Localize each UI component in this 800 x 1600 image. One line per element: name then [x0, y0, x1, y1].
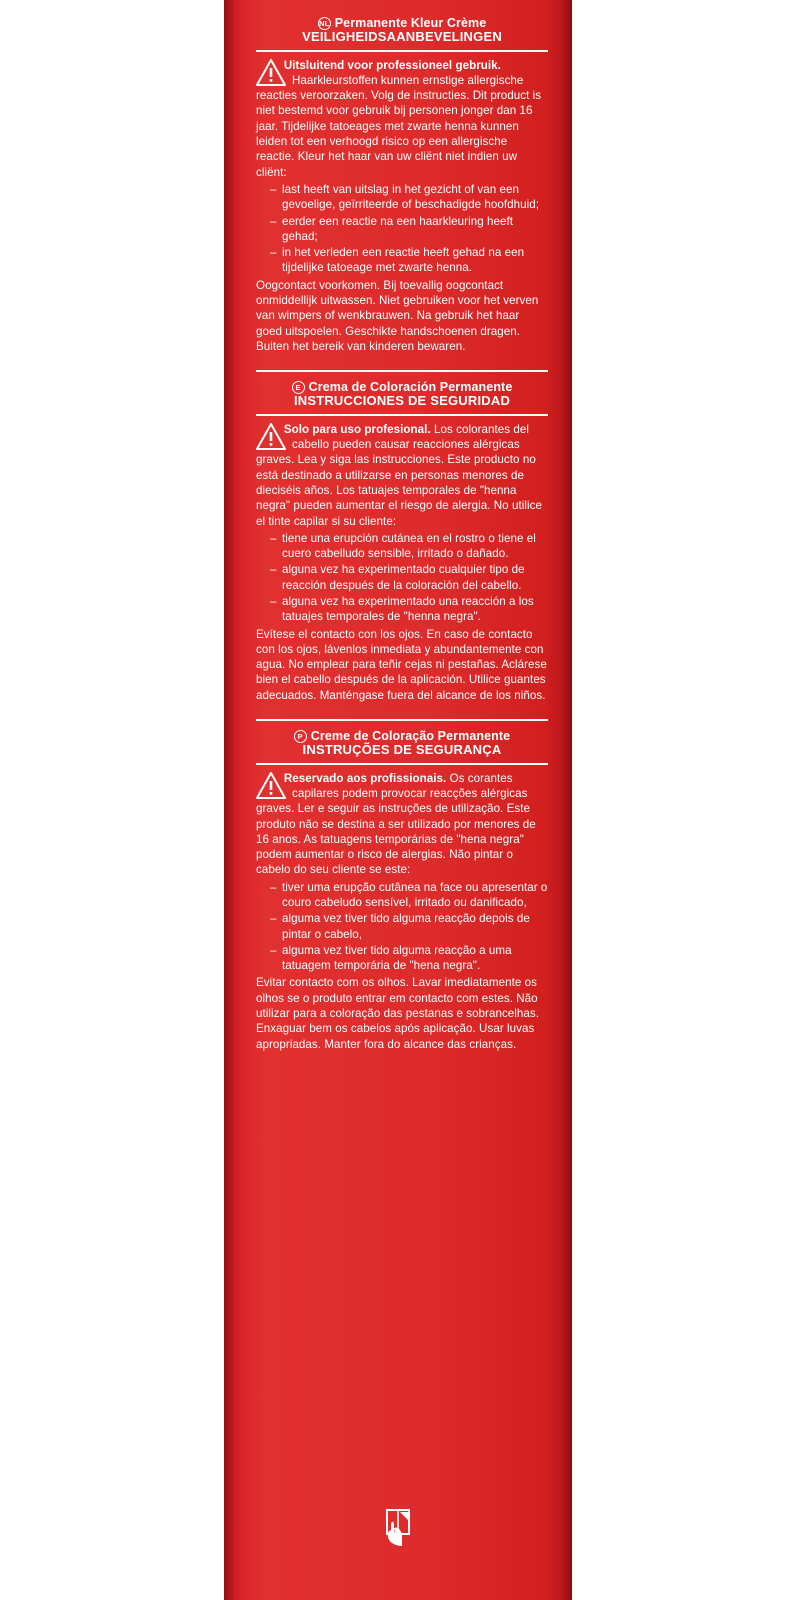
warning-bullet-list [256, 182, 548, 276]
section-subtitle: VEILIGHEIDSAANBEVELINGEN [302, 29, 502, 44]
list-item: – last heeft van uitslag in het gezicht of van een gevoelige, geïrriteerde of beschadigde hoofdhuid; [270, 182, 548, 213]
warning-paragraph [256, 58, 548, 180]
lead-bold-text: Uitsluitend voor professioneel gebruik. [283, 58, 501, 72]
list-item: – in het verleden een reactie heeft gehad na een tijdelijke tatoeage met zwarte henna. [270, 245, 548, 276]
section-title-line1 [256, 729, 548, 743]
carton-side-panel [224, 0, 572, 1600]
section-title-line1 [256, 380, 548, 394]
section-title-text: Creme de Coloração Permanente [310, 729, 511, 744]
section-heading-es [256, 380, 548, 409]
section-body-pt [256, 771, 548, 1052]
list-item: – alguma vez tiver tido alguma reacção a uma tatuagem temporária de "hena negra". [270, 943, 548, 974]
list-item: – alguma vez tiver tido alguma reacção depois de pintar o cabelo, [270, 911, 548, 942]
list-item: – alguna vez ha experimentado una reacción a los tatuajes temporales de "henna negra". [270, 594, 548, 625]
language-badge-es: E [292, 381, 305, 394]
warning-bullet-list [256, 880, 548, 974]
section-body-nl [256, 58, 548, 355]
section-divider [256, 50, 548, 52]
safety-section-pt [256, 719, 548, 1062]
section-heading-pt [256, 729, 548, 758]
language-badge-pt: P [294, 730, 307, 743]
safety-section-nl [256, 10, 548, 364]
closing-paragraph: Evítese el contacto con los ojos. En caso de contacto con los ojos, lávenlos inmediata y abundantemente con agua. No emplear para teñir cejas ni pestañas. Aclárese bien el cabello después de la aplicación. Utilice guantes adecuados. Manténgase fuera del alcance de los niños. [256, 627, 547, 702]
hand-reading-leaflet-icon [381, 1508, 415, 1548]
closing-paragraph: Evitar contacto com os olhos. Lavar imediatamente os olhos se o produto entrar em contacto com estes. Não utilizar para a coloração das pestanas e sobrancelhas. Enxaguar bem os cabelos após aplicação. Usar luvas apropriadas. Manter fora do alcance das crianças. [256, 976, 540, 1051]
safety-section-es [256, 370, 548, 713]
section-subtitle: INSTRUCCIONES DE SEGURIDAD [293, 393, 511, 409]
section-heading-nl [256, 16, 548, 45]
section-title-line1 [256, 16, 548, 30]
section-title-text: Permanente Kleur Crème [334, 16, 487, 30]
warning-triangle-icon [256, 59, 286, 86]
section-body-es [256, 422, 548, 703]
warning-triangle-icon [256, 423, 286, 450]
footer-pictogram [224, 1508, 572, 1548]
lead-rest-text: Haarkleurstoffen kunnen ernstige allergische reacties veroorzaken. Volg de instructies. Dit product is niet bestemd voor gebruik bij personen jonger dan 16 jaar. Tijdelijke tatoeages met zwarte henna kunnen leiden tot een verhoogd risico op een allergische reactie. Kleur het haar van uw cliënt niet indien uw cliënt: [256, 73, 542, 179]
lead-rest-text: Os corantes capilares podem provocar reacções alérgicas graves. Ler e seguir as instruções de utilização. Este produto não se destina a ser utilizado por menores de 16 anos. As tatuagens temporárias de "hena negra" podem aumentar o risco de alergias. Não pintar o cabelo do seu cliente se este: [256, 771, 536, 877]
lead-rest-text: Los colorantes del cabello pueden causar reacciones alérgicas graves. Lea y siga las instrucciones. Este producto no está destinado a utilizarse en personas menores de dieciséis años. Los tatuajes temporales de "henna negra" pueden aumentar el riesgo de alergia. No utilice el tinte capilar si su cliente: [256, 422, 542, 528]
section-subtitle: INSTRUÇÕES DE SEGURANÇA [302, 742, 502, 758]
list-item: – tiene una erupción cutánea en el rostro o tiene el cuero cabelludo sensible, irritado o dañado. [270, 531, 548, 562]
panel-content [224, 0, 572, 1600]
warning-triangle-icon [256, 772, 286, 799]
list-item: – eerder een reactie na een haarkleuring heeft gehad; [270, 214, 548, 245]
section-divider [256, 763, 548, 765]
section-divider [256, 414, 548, 416]
lead-bold-text: Solo para uso profesional. [283, 422, 431, 436]
section-title-text: Crema de Coloración Permanente [308, 380, 513, 395]
lead-bold-text: Reservado aos profissionais. [283, 771, 447, 785]
language-badge-nl: NL [319, 18, 330, 28]
closing-paragraph: Oogcontact voorkomen. Bij toevallig oogcontact onmiddellijk uitwassen. Niet gebruiken voor het verven van wimpers of wenkbrauwen. Na gebruik het haar goed uitspoelen. Geschikte handschoenen dragen. Buiten het bereik van kinderen bewaren. [256, 278, 539, 353]
list-item: – alguna vez ha experimentado cualquier tipo de reacción después de la coloración del cabello. [270, 562, 548, 593]
list-item: – tiver uma erupção cutânea na face ou apresentar o couro cabeludo sensível, irritado ou danificado, [270, 880, 548, 911]
warning-paragraph [256, 771, 548, 878]
warning-bullet-list [256, 531, 548, 625]
warning-paragraph [256, 422, 548, 529]
